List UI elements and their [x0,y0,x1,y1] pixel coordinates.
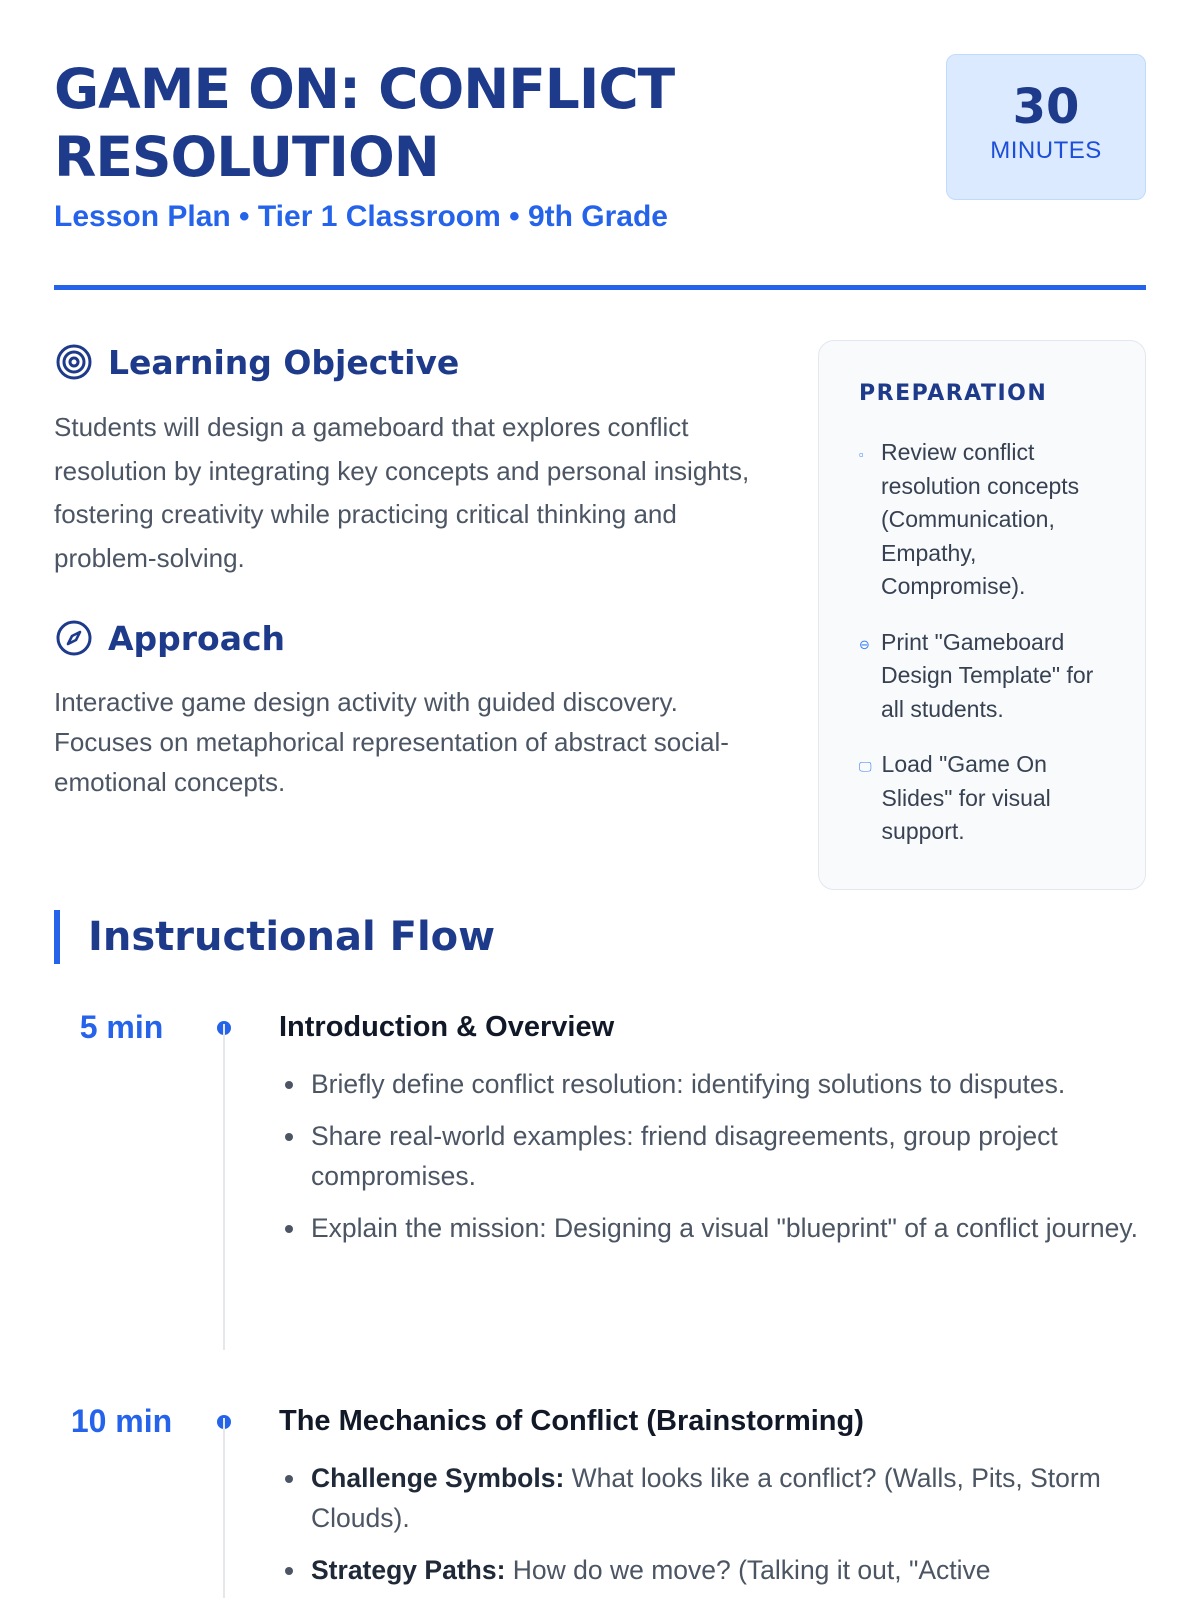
step-duration: 5 min [79,1009,164,1045]
preparation-title: PREPARATION [859,381,1048,406]
objective-heading: Learning Objective [108,342,460,382]
objective-heading-row [54,340,774,384]
bullet-label: Strategy Paths: [311,1555,506,1585]
step-bullet: Challenge Symbols: What looks like a conflict? (Walls, Pits, Storm Clouds). [279,1458,1146,1538]
step-bullet: Share real-world examples: friend disagreements, group project compromises. [279,1116,1146,1196]
flow-heading-row [54,910,1146,964]
overview-main [54,340,774,802]
step-title: The Mechanics of Conflict (Brainstorming) [279,1405,864,1437]
duration-value: 30 [1012,79,1080,135]
target-icon [54,342,94,382]
step-bullets [279,1458,1146,1590]
timeline-line [223,1024,225,1350]
preparation-item-text: Review conflict resolution concepts (Communication, Empathy, Compromise). [881,439,1080,599]
print-icon: ⊖ [859,636,870,652]
lesson-subtitle: Lesson Plan • Tier 1 Classroom • 9th Grade [54,200,668,233]
step-bullets [279,1064,1146,1248]
step-body [279,1004,1146,1398]
step-bullet: Strategy Paths: How do we move? (Talking it out, "Active [279,1550,1146,1590]
instructional-timeline [54,1004,1146,1598]
objective-text: Students will design a gameboard that explores conflict resolution by integrating key concepts and personal insights, fostering creativity while practicing critical thinking and problem-solving. [54,412,750,573]
compass-icon [54,618,94,658]
preparation-item [859,436,1115,604]
preparation-item-text: Print "Gameboard Design Template" for all students. [881,628,1094,722]
duration-unit: MINUTES [990,137,1102,164]
step-bullet: Briefly define conflict resolution: identifying solutions to disputes. [279,1064,1146,1104]
timeline-step [54,1398,1146,1598]
page-title: GAME ON: CONFLICT RESOLUTION [54,57,675,189]
overview-section [54,290,1146,910]
timeline-line [223,1418,225,1598]
monitor-icon: 🖵 [859,759,872,774]
step-bullet: Explain the mission: Designing a visual "blueprint" of a conflict journey. [279,1208,1146,1248]
duration-badge [946,54,1146,200]
step-title: Introduction & Overview [279,1011,615,1043]
checkbox-icon: ▫ [859,447,864,462]
approach-text: Interactive game design activity with guided discovery. Focuses on metaphorical representation of abstract social-emotional concepts. [54,687,729,797]
flow-heading: Instructional Flow [88,914,496,960]
preparation-item [859,748,1115,849]
preparation-item [859,626,1115,727]
step-duration: 10 min [70,1403,173,1439]
timeline-rail [189,1398,279,1598]
preparation-card [818,340,1146,890]
lesson-header [54,0,1146,290]
timeline-step [54,1004,1146,1398]
bullet-label: Challenge Symbols: [311,1463,565,1493]
preparation-list [859,436,1115,849]
step-body [279,1398,1146,1598]
approach-heading-row [54,616,774,660]
preparation-item-text: Load "Game On Slides" for visual support. [881,751,1051,844]
timeline-rail [189,1004,279,1398]
approach-heading: Approach [108,618,286,658]
